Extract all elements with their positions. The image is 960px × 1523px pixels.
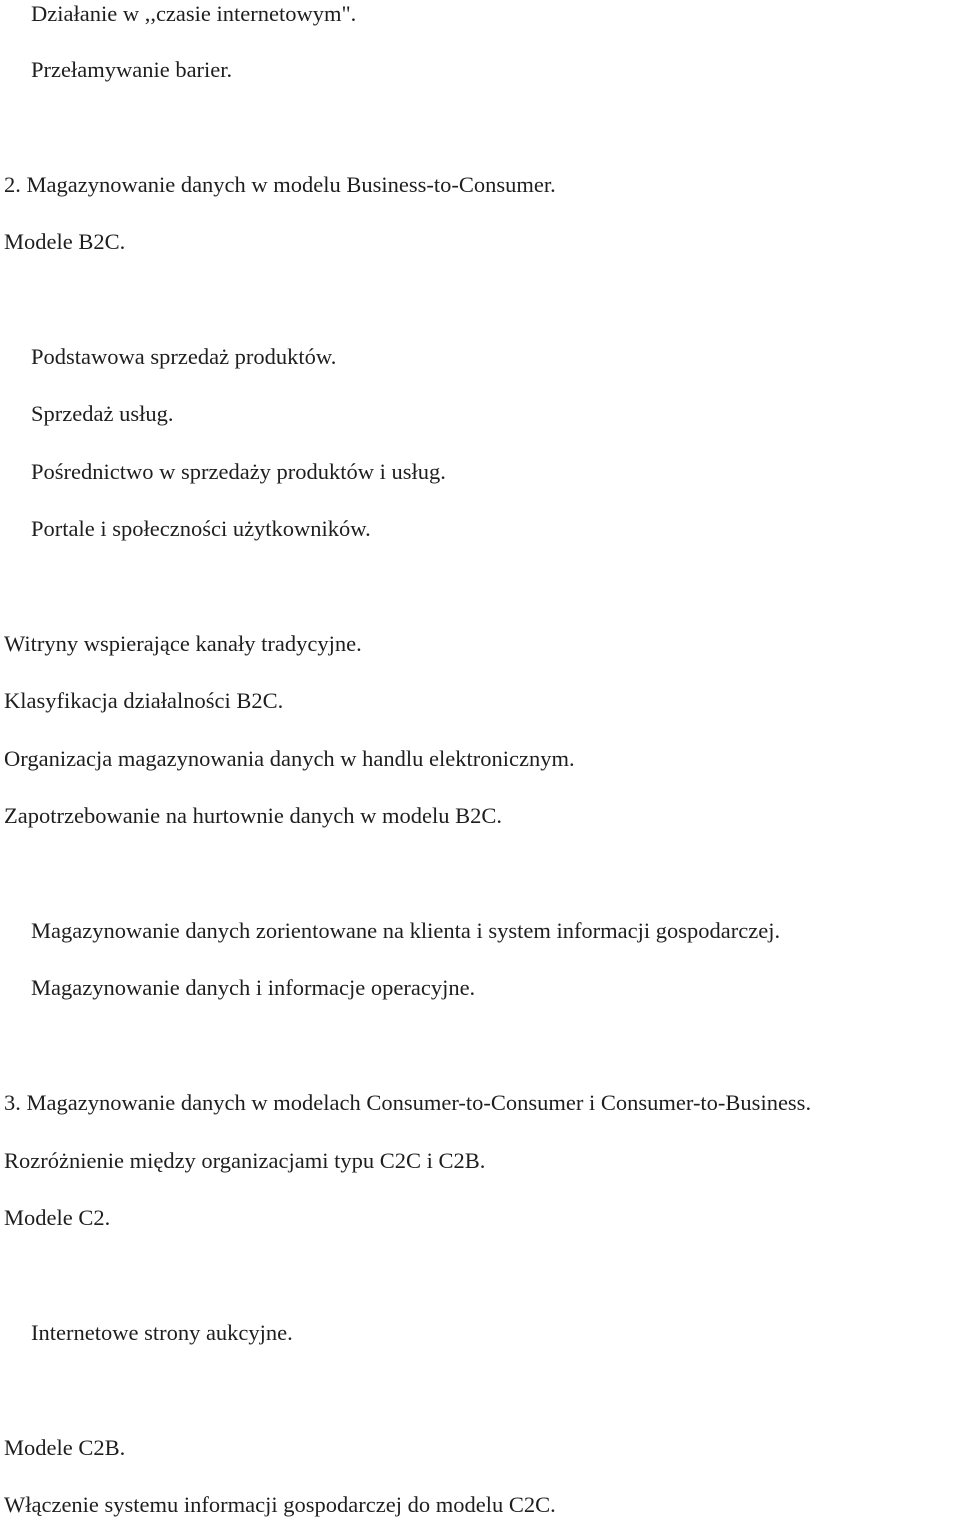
list-item: Witryny wspierające kanały tradycyjne. <box>4 631 362 656</box>
section-heading: 3. Magazynowanie danych w modelach Consumer-to-Consumer i Consumer-to-Business. <box>4 1090 812 1115</box>
list-item: Klasyfikacja działalności B2C. <box>4 688 284 713</box>
list-item: Pośrednictwo w sprzedaży produktów i usług. <box>31 459 446 484</box>
list-item: Włączenie systemu informacji gospodarczej do modelu C2C. <box>4 1492 556 1517</box>
subsection-heading: Modele C2B. <box>4 1435 126 1460</box>
subsection-heading: Modele C2. <box>4 1205 111 1230</box>
list-item: Przełamywanie barier. <box>31 57 233 82</box>
list-item: Internetowe strony aukcyjne. <box>31 1320 293 1345</box>
section-heading: 2. Magazynowanie danych w modelu Business-to-Consumer. <box>4 172 556 197</box>
list-item: Działanie w ,,czasie internetowym". <box>31 1 357 26</box>
list-item: Zapotrzebowanie na hurtownie danych w modelu B2C. <box>4 803 502 828</box>
list-item: Sprzedaż usług. <box>31 401 174 426</box>
list-item: Podstawowa sprzedaż produktów. <box>31 344 337 369</box>
subsection-heading: Modele B2C. <box>4 229 126 254</box>
list-item: Magazynowanie danych zorientowane na klienta i system informacji gospodarczej. <box>31 918 781 943</box>
list-item: Rozróżnienie między organizacjami typu C2C i C2B. <box>4 1148 486 1173</box>
list-item: Magazynowanie danych i informacje operacyjne. <box>31 975 476 1000</box>
list-item: Organizacja magazynowania danych w handlu elektronicznym. <box>4 746 575 771</box>
list-item: Portale i społeczności użytkowników. <box>31 516 371 541</box>
